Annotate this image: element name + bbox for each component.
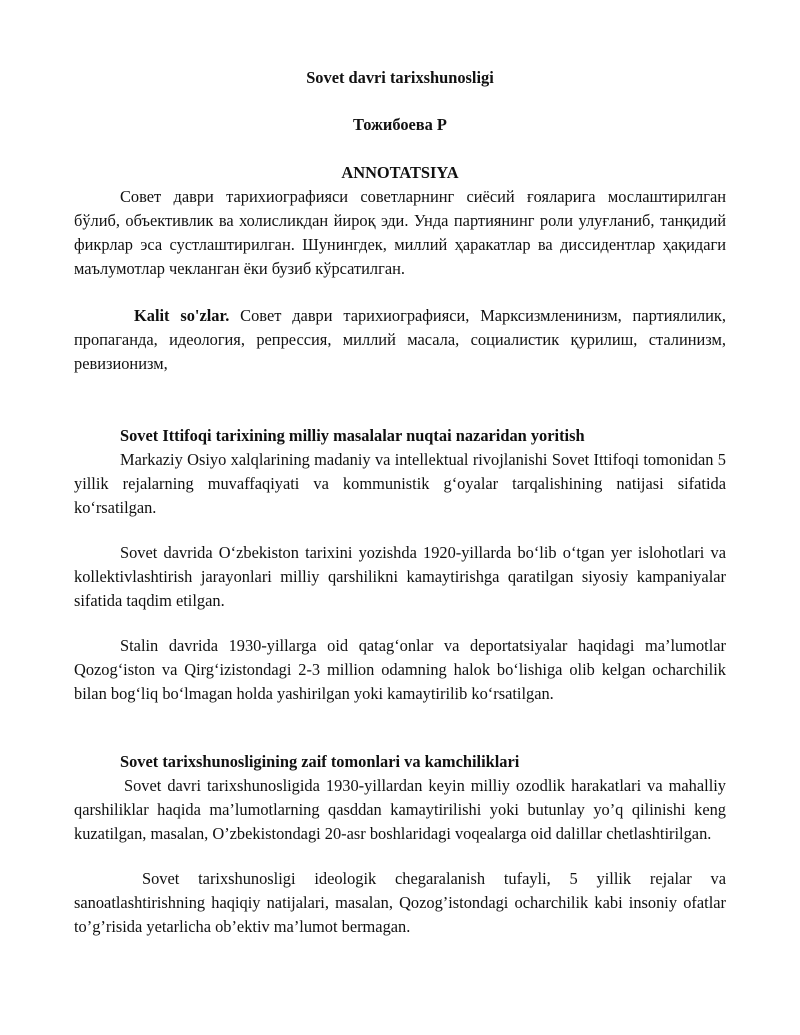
section1-paragraph-1: Markaziy Osiyo xalqlarining madaniy va intellektual rivojlanishi Sovet Ittifoqi tomonidan 5 yillik rejalarning muvaffaqiyati va kommunistik g‘oyalar tarqalishining natijasi sifatida ko‘rsatilgan. <box>74 450 726 517</box>
section1-paragraph-3: Stalin davrida 1930-yillarga oid qatag‘onlar va deportatsiyalar haqidagi ma’lumotlar Qozog‘iston va Qirg‘izistondagi 2-3 million odamning halok bo‘lishiga olib kelgan ocharchilik bilan bog‘liq bo‘lmagan holda yashirilgan yoki kamaytirilib ko‘rsatilgan. <box>74 636 726 703</box>
document-author: Тожибоева Р <box>353 115 447 134</box>
document-title: Sovet davri tarixshunosligi <box>306 68 494 87</box>
keywords-paragraph <box>74 304 726 376</box>
section2-paragraph-2: Sovet tarixshunosligi ideologik chegaralanish tufayli, 5 yillik rejalar va sanoatlashtirishning haqiqiy natijalari, masalan, Qozog’istondagi ocharchilik kabi insoniy ofatlar to’g’risida yetarlicha ob’ektiv ma’lumot bermagan. <box>74 869 726 936</box>
annotation-paragraph: Совет даври тарихиографияси советларнинг сиёсий ғояларига мослаштирилган бўлиб, объективлик ва холисликдан йироқ эди. Унда партиянинг роли улуғланиб, танқидий фикрлар эса сустлаштирилган. Шунингдек, миллий ҳаракатлар ва диссидентлар ҳақидаги маълумотлар чекланган ёки бузиб кўрсатилган. <box>74 187 726 278</box>
keywords-label: Kalit so'zlar. <box>134 306 230 325</box>
section1-paragraph-2: Sovet davrida O‘zbekiston tarixini yozishda 1920-yillarda bo‘lib o‘tgan yer islohotlari va kollektivlashtirish jarayonlari milliy qarshilikni kamaytirishga qaratilgan siyosiy kampaniyalar sifatida taqdim etilgan. <box>74 543 726 610</box>
section1-heading: Sovet Ittifoqi tarixining milliy masalalar nuqtai nazaridan yoritish <box>120 426 585 445</box>
section2-heading: Sovet tarixshunosligining zaif tomonlari va kamchiliklari <box>120 752 520 771</box>
annotation-heading: ANNOTATSIYA <box>341 163 459 182</box>
section2-paragraph-1: Sovet davri tarixshunosligida 1930-yillardan keyin milliy ozodlik harakatlari va mahalliy qarshiliklar haqida ma’lumotlarning qasddan kamaytirilishi yoki butunlay yo’q qilinishi keng kuzatilgan, masalan, O’zbekistondagi 20-asr boshlaridagi voqealarga oid dalillar chetlashtirilgan. <box>74 776 726 843</box>
keywords-text: Совет даври тарихиографияси, Марксизмленинизм, партиялилик, пропаганда, идеология, репрессия, миллий масала, социалистик қурилиш, сталинизм, ревизионизм, <box>74 306 726 373</box>
